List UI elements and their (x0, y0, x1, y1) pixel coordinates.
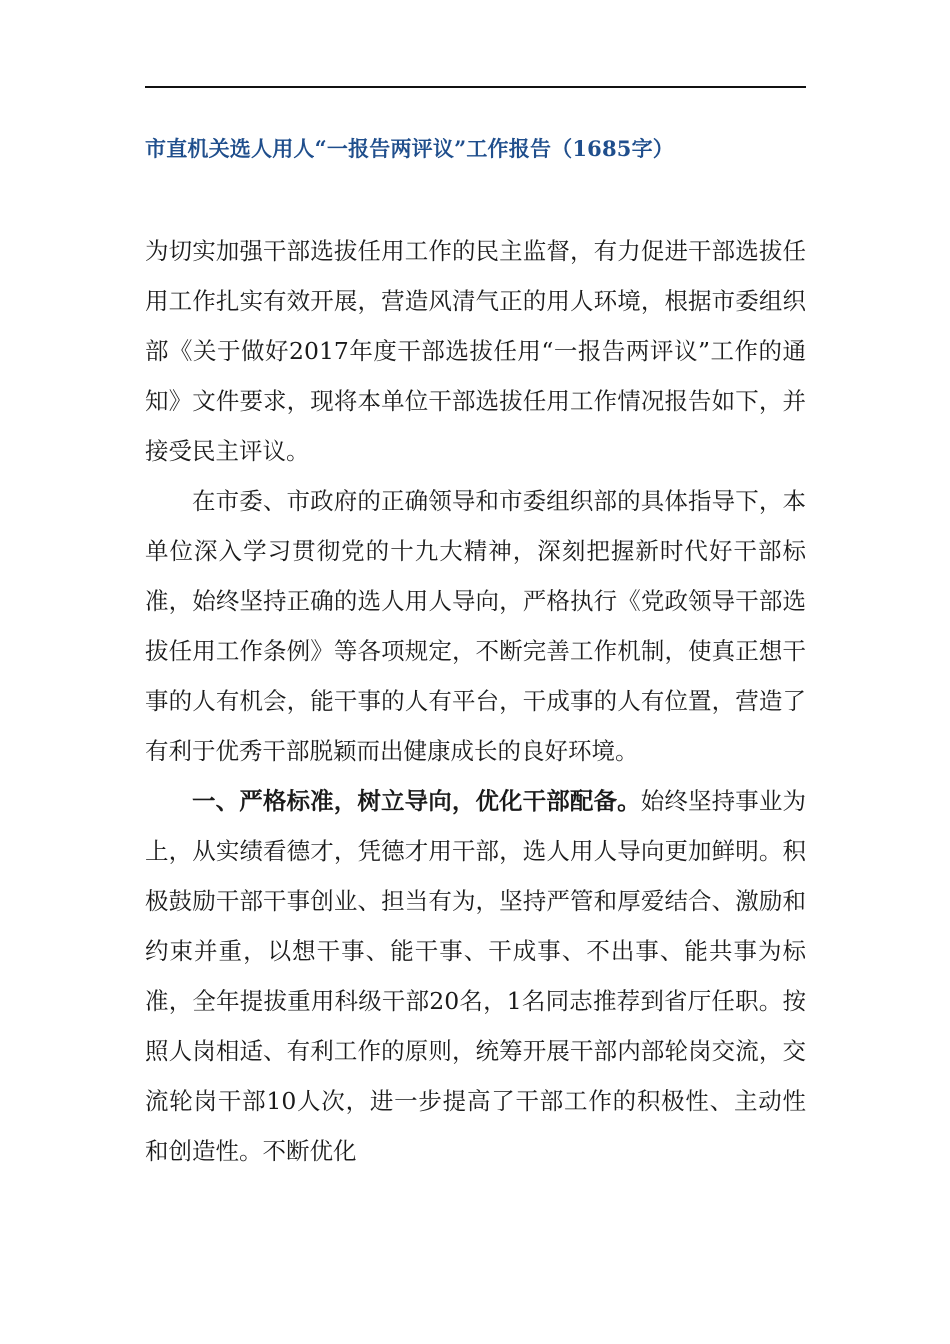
paragraph-section-one (145, 776, 806, 1176)
section-one-heading: 一、严格标准，树立导向，优化干部配备。 (192, 787, 641, 815)
header-rule (145, 86, 806, 88)
document-body (145, 226, 806, 1176)
section-one-text: 始终坚持事业为上，从实绩看德才，凭德才用干部，选人用人导向更加鲜明。积极鼓励干部干事创业、担当有为，坚持严管和厚爱结合、激励和约束并重，以想干事、能干事、干成事、不出事、能共事为标准，全年提拔重用科级干部20名，1名同志推荐到省厅任职。按照人岗相适、有利工作的原则，统筹开展干部内部轮岗交流，交流轮岗干部10人次，进一步提高了干部工作的积极性、主动性和创造性。不断优化 (145, 787, 807, 1165)
document-title: 市直机关选人用人“一报告两评议”工作报告（1685字） (145, 136, 675, 161)
paragraph-overview: 在市委、市政府的正确领导和市委组织部的具体指导下，本单位深入学习贯彻党的十九大精神，深刻把握新时代好干部标准，始终坚持正确的选人用人导向，严格执行《党政领导干部选拔任用工作条例》等各项规定，不断完善工作机制，使真正想干事的人有机会，能干事的人有平台，干成事的人有位置，营造了有利于优秀干部脱颖而出健康成长的良好环境。 (145, 487, 806, 765)
paragraph-intro: 为切实加强干部选拔任用工作的民主监督，有力促进干部选拔任用工作扎实有效开展，营造风清气正的用人环境，根据市委组织部《关于做好2017年度干部选拔任用“一报告两评议”工作的通知》文件要求，现将本单位干部选拔任用工作情况报告如下，并接受民主评议。 (145, 237, 806, 465)
